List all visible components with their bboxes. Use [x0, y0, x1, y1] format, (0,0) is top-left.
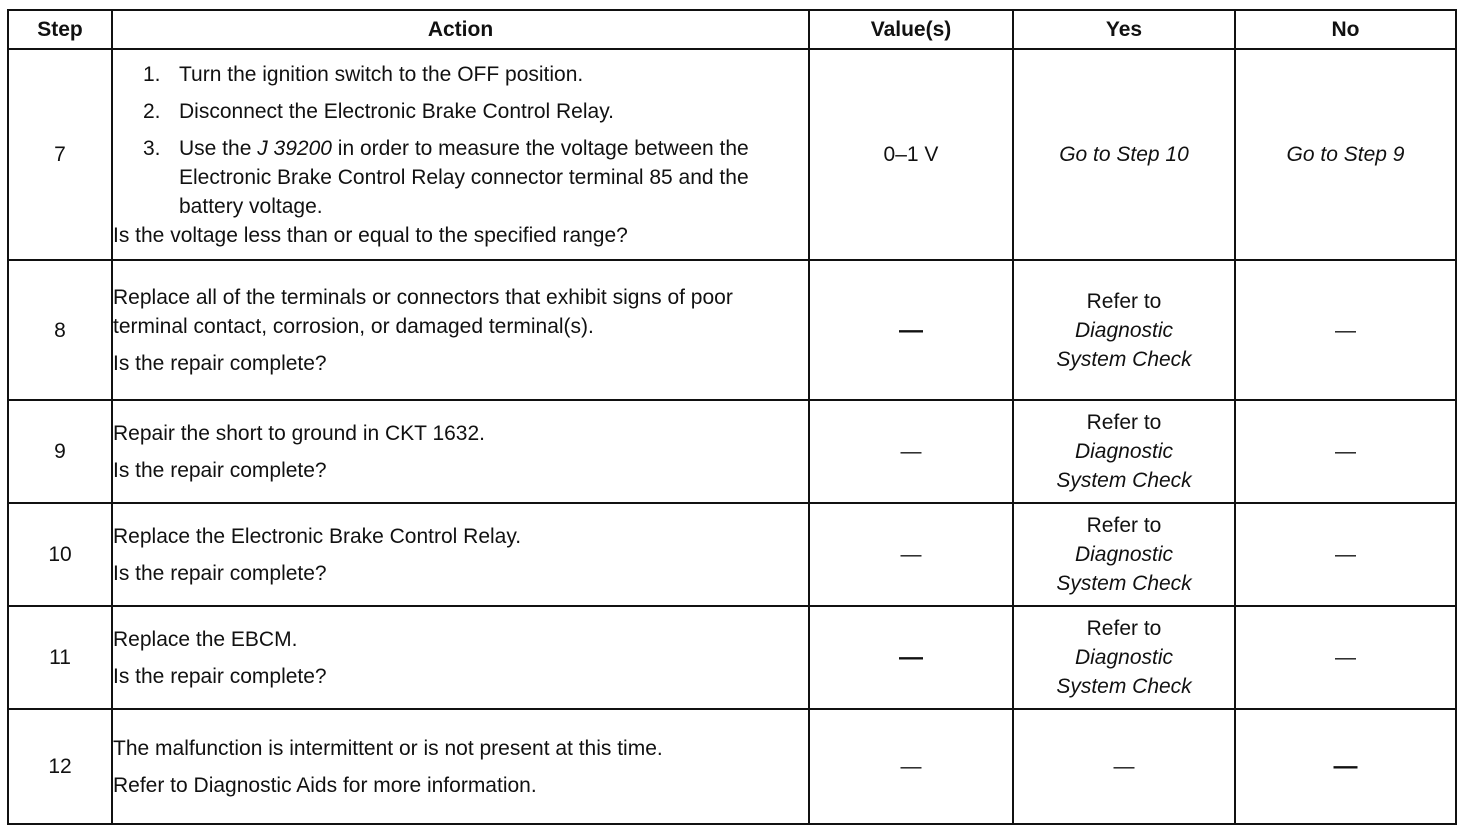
- yes-refer-to: Refer to: [1086, 514, 1162, 537]
- yes-diagnostic: Diagnostic: [1074, 543, 1174, 566]
- yes-cell: [1013, 260, 1235, 400]
- action-question: Refer to Diagnostic Aids for more information.: [113, 773, 537, 797]
- step-number: 9: [8, 400, 112, 503]
- table-row: [8, 606, 1456, 709]
- action-question: Is the voltage less than or equal to the specified range?: [113, 223, 628, 247]
- value-cell: —: [809, 709, 1013, 824]
- no-cell: —: [1235, 400, 1456, 503]
- substep-text-pre: Use the: [179, 136, 258, 160]
- table-row: [8, 49, 1456, 260]
- substep-list: [113, 60, 808, 221]
- yes-refer-to: Refer to: [1086, 617, 1162, 640]
- substep-item: [113, 134, 808, 221]
- substep-number: 2.: [143, 99, 161, 123]
- action-text: Repair the short to ground in CKT 1632.: [113, 421, 486, 445]
- yes-system-check: System Check: [1056, 469, 1192, 492]
- table-row: [8, 400, 1456, 503]
- table-row: [8, 709, 1456, 824]
- step-number: 11: [8, 606, 112, 709]
- no-cell: —: [1235, 260, 1456, 400]
- action-text: Replace the Electronic Brake Control Relay.: [113, 524, 522, 548]
- action-cell: [112, 49, 809, 260]
- header-values: Value(s): [809, 10, 1013, 49]
- substep-item: [113, 60, 808, 89]
- value-cell: 0–1 V: [809, 49, 1013, 260]
- action-cell: [112, 606, 809, 709]
- no-cell: —: [1235, 709, 1456, 824]
- yes-diagnostic: Diagnostic: [1074, 646, 1174, 669]
- yes-refer-to: Refer to: [1086, 289, 1162, 313]
- value-cell: —: [809, 260, 1013, 400]
- header-step: Step: [8, 10, 112, 49]
- yes-system-check: System Check: [1056, 675, 1192, 698]
- header-action: Action: [112, 10, 809, 49]
- yes-cell: [1013, 606, 1235, 709]
- no-cell: —: [1235, 503, 1456, 606]
- yes-refer-to: Refer to: [1086, 411, 1162, 434]
- header-no: No: [1235, 10, 1456, 49]
- step-number: 10: [8, 503, 112, 606]
- action-cell: [112, 709, 809, 824]
- substep-item: [113, 97, 808, 126]
- no-cell: —: [1235, 606, 1456, 709]
- step-number: 7: [8, 49, 112, 260]
- substep-number: 3.: [143, 136, 161, 160]
- header-yes: Yes: [1013, 10, 1235, 49]
- step-number: 8: [8, 260, 112, 400]
- action-question: Is the repair complete?: [113, 351, 327, 375]
- action-question: Is the repair complete?: [113, 458, 327, 482]
- action-text: Replace all of the terminals or connectors that exhibit signs of poor terminal contact, corrosion, or damaged terminal(s).: [113, 285, 733, 338]
- diagnostic-table: [7, 9, 1457, 825]
- yes-cell: —: [1013, 709, 1235, 824]
- substep-text-post: in order to measure the voltage between the Electronic Brake Control Relay connector terminal 85 and the battery voltage.: [179, 136, 749, 218]
- action-cell: [112, 260, 809, 400]
- table-row: [8, 260, 1456, 400]
- yes-cell: [1013, 503, 1235, 606]
- tool-name: J 39200: [257, 136, 332, 160]
- yes-diagnostic: Diagnostic: [1074, 440, 1174, 463]
- no-cell: Go to Step 9: [1235, 49, 1456, 260]
- table-row: [8, 503, 1456, 606]
- substep-text: Turn the ignition switch to the OFF position.: [179, 62, 584, 86]
- action-text: Replace the EBCM.: [113, 627, 298, 651]
- yes-diagnostic: Diagnostic: [1074, 318, 1174, 342]
- action-question: Is the repair complete?: [113, 561, 327, 585]
- substep-text: Disconnect the Electronic Brake Control Relay.: [179, 99, 614, 123]
- action-cell: [112, 400, 809, 503]
- header-row: [8, 10, 1456, 49]
- step-number: 12: [8, 709, 112, 824]
- yes-system-check: System Check: [1056, 572, 1192, 595]
- value-cell: —: [809, 503, 1013, 606]
- yes-system-check: System Check: [1056, 347, 1192, 371]
- yes-cell: [1013, 400, 1235, 503]
- value-cell: —: [809, 606, 1013, 709]
- value-cell: —: [809, 400, 1013, 503]
- action-text: The malfunction is intermittent or is not present at this time.: [113, 736, 663, 760]
- action-question: Is the repair complete?: [113, 664, 327, 688]
- action-cell: [112, 503, 809, 606]
- substep-number: 1.: [143, 62, 161, 86]
- yes-cell: Go to Step 10: [1013, 49, 1235, 260]
